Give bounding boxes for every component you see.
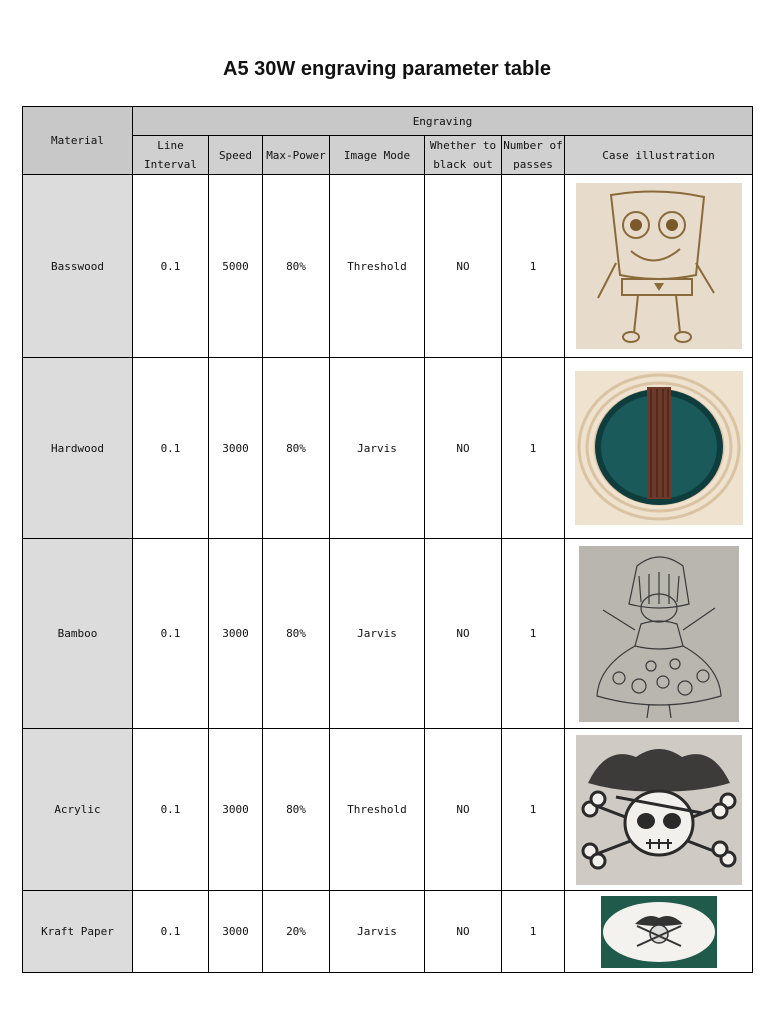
image-mode-cell: Threshold: [330, 729, 425, 891]
speed-cell: 3000: [209, 729, 263, 891]
black-out-cell: NO: [425, 175, 502, 358]
header-engraving: Engraving: [133, 107, 753, 136]
girl-sketch-engraving-image: [579, 546, 739, 722]
max-power-cell: 80%: [263, 175, 330, 358]
speed-cell: 5000: [209, 175, 263, 358]
line-interval-cell: 0.1: [133, 175, 209, 358]
image-mode-cell: Jarvis: [330, 358, 425, 539]
max-power-cell: 80%: [263, 358, 330, 539]
speed-cell: 3000: [209, 539, 263, 729]
material-cell: Basswood: [23, 175, 133, 358]
line-interval-cell: 0.1: [133, 891, 209, 973]
passes-cell: 1: [502, 539, 565, 729]
image-mode-cell: Jarvis: [330, 539, 425, 729]
header-material: Material: [23, 107, 133, 175]
black-out-cell: NO: [425, 539, 502, 729]
header-line-interval: Line Interval: [133, 136, 209, 175]
header-case-illustration: Case illustration: [565, 136, 753, 175]
illustration-cell: [565, 539, 753, 729]
hardwood-ring-engraving-image: [575, 371, 743, 525]
header-passes: Number of passes: [502, 136, 565, 175]
passes-cell: 1: [502, 729, 565, 891]
black-out-cell: NO: [425, 891, 502, 973]
passes-cell: 1: [502, 175, 565, 358]
header-black-out: Whether to black out: [425, 136, 502, 175]
table-row: [23, 175, 753, 358]
passes-cell: 1: [502, 358, 565, 539]
pirate-skull-engraving-image: [576, 735, 742, 885]
max-power-cell: 80%: [263, 539, 330, 729]
illustration-cell: [565, 891, 753, 973]
black-out-cell: NO: [425, 358, 502, 539]
page-title: A5 30W engraving parameter table: [223, 58, 551, 80]
parameter-table: [22, 106, 753, 973]
image-mode-cell: Jarvis: [330, 891, 425, 973]
table-row: [23, 358, 753, 539]
material-cell: Hardwood: [23, 358, 133, 539]
table-row: [23, 729, 753, 891]
max-power-cell: 80%: [263, 729, 330, 891]
line-interval-cell: 0.1: [133, 729, 209, 891]
illustration-cell: [565, 729, 753, 891]
illustration-cell: [565, 175, 753, 358]
passes-cell: 1: [502, 891, 565, 973]
material-cell: Bamboo: [23, 539, 133, 729]
line-interval-cell: 0.1: [133, 539, 209, 729]
kraft-paper-skull-image: [601, 896, 717, 968]
table-row: [23, 539, 753, 729]
speed-cell: 3000: [209, 358, 263, 539]
header-speed: Speed: [209, 136, 263, 175]
image-mode-cell: Threshold: [330, 175, 425, 358]
material-cell: Kraft Paper: [23, 891, 133, 973]
header-max-power: Max-Power: [263, 136, 330, 175]
speed-cell: 3000: [209, 891, 263, 973]
line-interval-cell: 0.1: [133, 358, 209, 539]
table-row: [23, 891, 753, 973]
spongebob-engraving-image: [576, 183, 742, 349]
illustration-cell: [565, 358, 753, 539]
material-cell: Acrylic: [23, 729, 133, 891]
max-power-cell: 20%: [263, 891, 330, 973]
black-out-cell: NO: [425, 729, 502, 891]
header-image-mode: Image Mode: [330, 136, 425, 175]
